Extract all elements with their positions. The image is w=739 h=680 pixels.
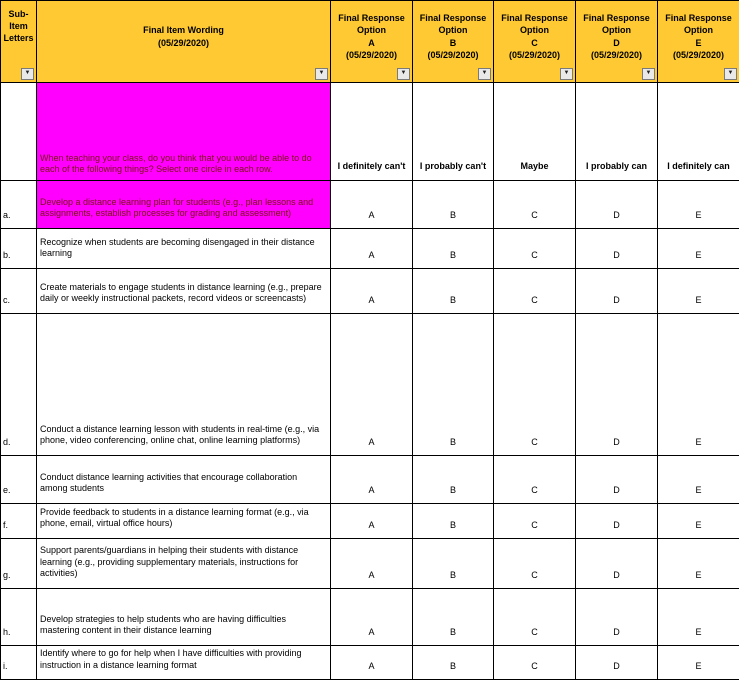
response-option-label: I definitely can bbox=[667, 161, 730, 171]
item-wording-cell[interactable]: Provide feedback to students in a distance learning format (e.g., via phone, email, virtual office hours) bbox=[37, 504, 331, 539]
sub-item-letter-cell[interactable]: a. bbox=[1, 181, 37, 229]
chevron-down-icon: ▼ bbox=[564, 70, 570, 76]
response-option-label: I definitely can't bbox=[338, 161, 406, 171]
response-cell-d[interactable]: D bbox=[576, 181, 658, 229]
table-row bbox=[1, 269, 739, 314]
response-cell-c[interactable]: C bbox=[494, 504, 576, 539]
header-sub-item-letters[interactable] bbox=[1, 1, 37, 83]
header-option-letter: E bbox=[660, 37, 737, 49]
header-text: Final Response bbox=[415, 12, 491, 24]
header-date: (05/29/2020) bbox=[415, 49, 491, 61]
response-cell-e[interactable]: E bbox=[658, 181, 739, 229]
item-wording-cell[interactable]: Conduct a distance learning lesson with students in real-time (e.g., via phone, video conferencing, online chat, online learning platforms) bbox=[37, 314, 331, 456]
response-cell-a[interactable]: A bbox=[331, 181, 413, 229]
response-cell-b[interactable]: B bbox=[413, 504, 494, 539]
header-text: Sub- bbox=[3, 8, 34, 20]
item-wording-cell[interactable]: Recognize when students are becoming disengaged in their distance learning bbox=[37, 229, 331, 269]
sub-item-letter-cell[interactable]: g. bbox=[1, 539, 37, 589]
response-cell-e[interactable]: E bbox=[658, 314, 739, 456]
response-cell-b[interactable]: B bbox=[413, 181, 494, 229]
header-option-letter: B bbox=[415, 37, 491, 49]
question-stem-cell[interactable]: When teaching your class, do you think that you would be able to do each of the following things? Select one circle in each row. bbox=[37, 83, 331, 181]
response-cell-d[interactable]: D bbox=[576, 314, 658, 456]
response-cell-c[interactable]: C bbox=[494, 229, 576, 269]
header-text: Option bbox=[415, 24, 491, 36]
filter-dropdown-button[interactable] bbox=[560, 68, 573, 80]
response-cell-e[interactable]: E bbox=[658, 456, 739, 504]
response-cell-d[interactable]: D bbox=[576, 269, 658, 314]
response-cell-d[interactable]: D bbox=[576, 589, 658, 646]
response-cell-b[interactable]: B bbox=[413, 269, 494, 314]
item-wording-cell[interactable]: Support parents/guardians in helping their students with distance learning (e.g., providing supplementary materials, instructions for activities) bbox=[37, 539, 331, 589]
header-date: (05/29/2020) bbox=[39, 37, 328, 49]
response-label-cell-d[interactable] bbox=[576, 83, 658, 181]
response-label-cell-b[interactable] bbox=[413, 83, 494, 181]
response-cell-e[interactable]: E bbox=[658, 589, 739, 646]
response-cell-a[interactable]: A bbox=[331, 269, 413, 314]
header-text: Final Response bbox=[660, 12, 737, 24]
header-response-option-b[interactable] bbox=[413, 1, 494, 83]
response-cell-a[interactable]: A bbox=[331, 646, 413, 680]
response-cell-c[interactable]: C bbox=[494, 589, 576, 646]
header-option-letter: C bbox=[496, 37, 573, 49]
chevron-down-icon: ▼ bbox=[401, 70, 407, 76]
response-cell-a[interactable]: A bbox=[331, 504, 413, 539]
question-stem-row bbox=[1, 83, 739, 181]
header-text: Final Response bbox=[578, 12, 655, 24]
response-cell-b[interactable]: B bbox=[413, 229, 494, 269]
header-text: Letters bbox=[3, 32, 34, 44]
response-label-cell-c[interactable] bbox=[494, 83, 576, 181]
response-cell-c[interactable]: C bbox=[494, 269, 576, 314]
chevron-down-icon: ▼ bbox=[646, 70, 652, 76]
item-wording-cell[interactable]: Identify where to go for help when I have difficulties with providing instruction in a distance learning format bbox=[37, 646, 331, 680]
filter-dropdown-button[interactable] bbox=[478, 68, 491, 80]
header-date: (05/29/2020) bbox=[660, 49, 737, 61]
response-cell-a[interactable]: A bbox=[331, 456, 413, 504]
chevron-down-icon: ▼ bbox=[319, 70, 325, 76]
filter-dropdown-button[interactable] bbox=[642, 68, 655, 80]
header-option-letter: D bbox=[578, 37, 655, 49]
table-row bbox=[1, 229, 739, 269]
response-cell-a[interactable]: A bbox=[331, 539, 413, 589]
sub-item-letter-cell[interactable]: d. bbox=[1, 314, 37, 456]
response-cell-d[interactable]: D bbox=[576, 229, 658, 269]
chevron-down-icon: ▼ bbox=[25, 70, 31, 76]
response-cell-c[interactable]: C bbox=[494, 456, 576, 504]
response-option-label: I probably can't bbox=[420, 161, 486, 171]
table-row bbox=[1, 504, 739, 539]
sub-item-letter-cell[interactable]: e. bbox=[1, 456, 37, 504]
header-row bbox=[1, 1, 739, 83]
response-cell-d[interactable]: D bbox=[576, 504, 658, 539]
response-cell-e[interactable]: E bbox=[658, 646, 739, 680]
response-cell-b[interactable]: B bbox=[413, 456, 494, 504]
header-response-option-d[interactable] bbox=[576, 1, 658, 83]
header-text: Item bbox=[3, 20, 34, 32]
response-cell-c[interactable]: C bbox=[494, 539, 576, 589]
sub-item-letter-cell[interactable]: i. bbox=[1, 646, 37, 680]
table-row bbox=[1, 181, 739, 229]
table-row bbox=[1, 456, 739, 504]
response-label-cell-a[interactable] bbox=[331, 83, 413, 181]
filter-dropdown-button[interactable] bbox=[21, 68, 34, 80]
header-response-option-a[interactable] bbox=[331, 1, 413, 83]
response-cell-b[interactable]: B bbox=[413, 589, 494, 646]
sub-item-letter-cell[interactable]: b. bbox=[1, 229, 37, 269]
table-row bbox=[1, 646, 739, 680]
response-cell-c[interactable]: C bbox=[494, 181, 576, 229]
response-option-label: Maybe bbox=[520, 161, 548, 171]
header-text: Option bbox=[660, 24, 737, 36]
response-cell-a[interactable]: A bbox=[331, 589, 413, 646]
response-cell-e[interactable]: E bbox=[658, 504, 739, 539]
response-cell-b[interactable]: B bbox=[413, 314, 494, 456]
item-wording-cell[interactable]: Develop strategies to help students who are having difficulties mastering content in their distance learning bbox=[37, 589, 331, 646]
response-cell-d[interactable]: D bbox=[576, 646, 658, 680]
response-cell-e[interactable]: E bbox=[658, 229, 739, 269]
sub-item-letter-cell[interactable]: c. bbox=[1, 269, 37, 314]
table-row bbox=[1, 539, 739, 589]
response-cell-b[interactable]: B bbox=[413, 539, 494, 589]
response-cell-a[interactable]: A bbox=[331, 229, 413, 269]
header-date: (05/29/2020) bbox=[496, 49, 573, 61]
response-cell-c[interactable]: C bbox=[494, 314, 576, 456]
item-wording-cell[interactable]: Conduct distance learning activities that encourage collaboration among students bbox=[37, 456, 331, 504]
header-text: Final Response bbox=[333, 12, 410, 24]
sub-item-letter-cell[interactable]: f. bbox=[1, 504, 37, 539]
header-text: Final Item Wording bbox=[39, 24, 328, 36]
chevron-down-icon: ▼ bbox=[728, 70, 734, 76]
header-text: Option bbox=[496, 24, 573, 36]
header-option-letter: A bbox=[333, 37, 410, 49]
response-cell-c[interactable]: C bbox=[494, 646, 576, 680]
response-cell-e[interactable]: E bbox=[658, 539, 739, 589]
response-cell-b[interactable]: B bbox=[413, 646, 494, 680]
header-text: Final Response bbox=[496, 12, 573, 24]
chevron-down-icon: ▼ bbox=[482, 70, 488, 76]
table-row bbox=[1, 589, 739, 646]
header-response-option-c[interactable] bbox=[494, 1, 576, 83]
response-label-cell-e[interactable] bbox=[658, 83, 739, 181]
response-cell-d[interactable]: D bbox=[576, 456, 658, 504]
item-wording-cell[interactable]: Create materials to engage students in distance learning (e.g., prepare daily or weekly instructional packets, record videos or screencasts) bbox=[37, 269, 331, 314]
response-cell-e[interactable]: E bbox=[658, 269, 739, 314]
header-date: (05/29/2020) bbox=[578, 49, 655, 61]
filter-dropdown-button[interactable] bbox=[724, 68, 737, 80]
header-final-item-wording[interactable] bbox=[37, 1, 331, 83]
header-text: Option bbox=[578, 24, 655, 36]
response-cell-a[interactable]: A bbox=[331, 314, 413, 456]
table-row bbox=[1, 314, 739, 456]
sub-item-letter-cell[interactable]: h. bbox=[1, 589, 37, 646]
header-text: Option bbox=[333, 24, 410, 36]
response-cell-d[interactable]: D bbox=[576, 539, 658, 589]
header-date: (05/29/2020) bbox=[333, 49, 410, 61]
filter-dropdown-button[interactable] bbox=[315, 68, 328, 80]
filter-dropdown-button[interactable] bbox=[397, 68, 410, 80]
header-response-option-e[interactable] bbox=[658, 1, 739, 83]
item-wording-cell[interactable]: Develop a distance learning plan for students (e.g., plan lessons and assignments, establish processes for grading and assessment) bbox=[37, 181, 331, 229]
sub-item-letter-cell[interactable] bbox=[1, 83, 37, 181]
response-option-label: I probably can bbox=[586, 161, 647, 171]
